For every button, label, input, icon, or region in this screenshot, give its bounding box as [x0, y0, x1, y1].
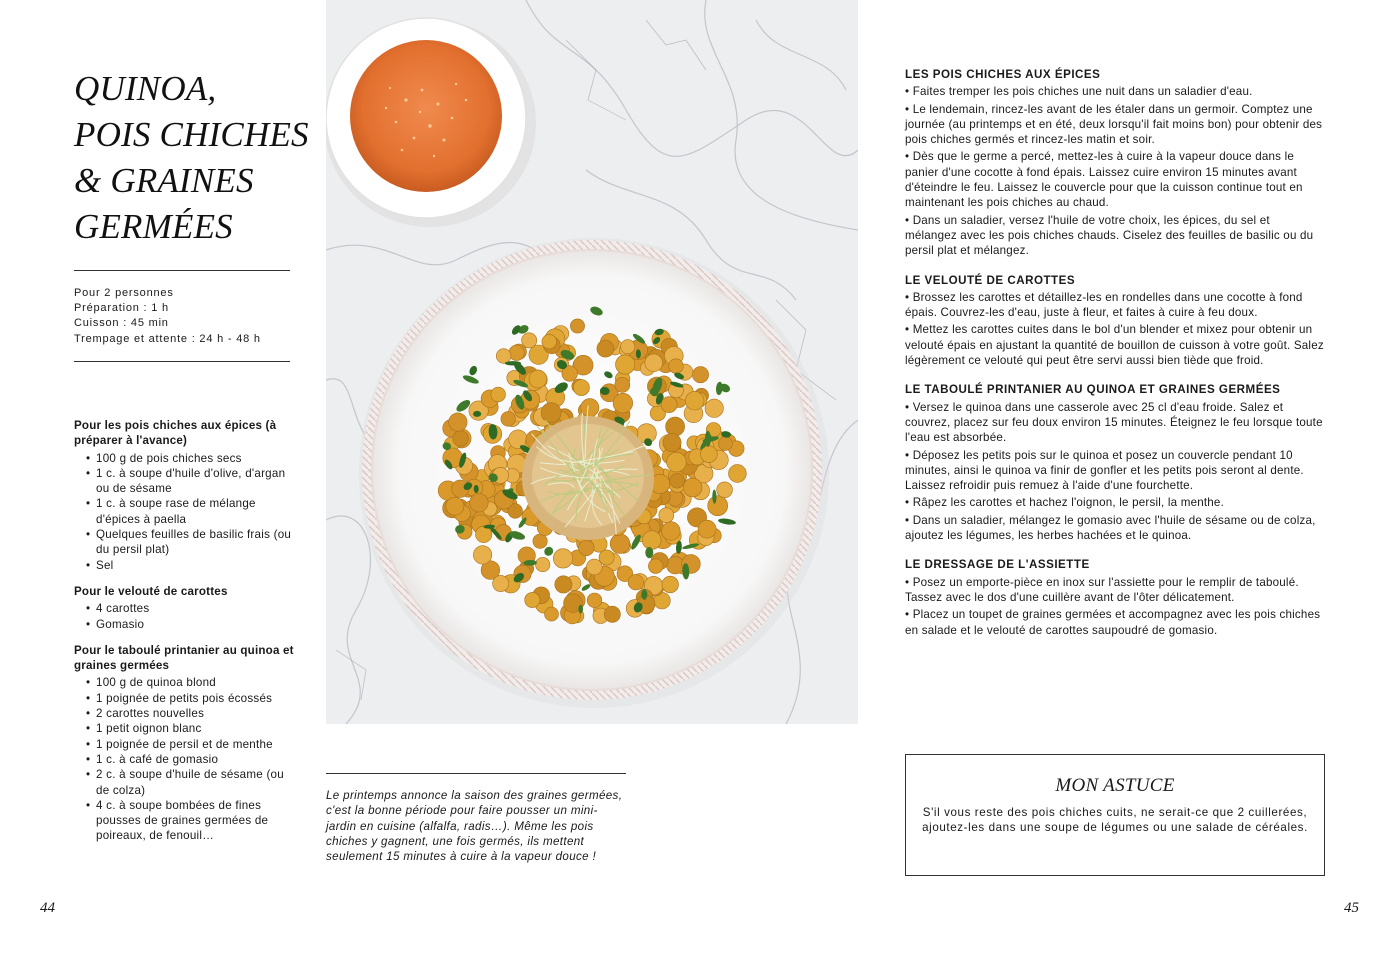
ingredient-item: • 1 petit oignon blanc [96, 721, 294, 736]
chickpea [610, 534, 630, 554]
step-paragraph: • Dans un saladier, mélangez le gomasio avec l'huile de sésame ou de colza, ajoutez les légumes, les herbes hachées et le quinoa. [905, 513, 1325, 544]
chickpea [642, 531, 661, 550]
ingredient-item: • 1 c. à café de gomasio [96, 752, 294, 767]
chickpea [573, 380, 589, 396]
divider [326, 773, 626, 774]
chickpea [666, 417, 685, 436]
page-number-right: 45 [1344, 900, 1359, 916]
chickpea [708, 496, 728, 516]
chickpea [718, 437, 732, 451]
title-line: QUINOA, [74, 69, 217, 108]
step-paragraph: • Déposez les petits pois sur le quinoa et posez un couvercle pendant 10 minutes, ainsi le quinoa va finir de gonfler et les petits pois seront al dente. Laissez refroidir puis remuez à l'aide d'une fourchette. [905, 448, 1325, 494]
chickpea [698, 520, 716, 538]
chickpea [476, 526, 492, 542]
ingredient-item: • 1 c. à soupe rase de mélange d'épices à paella [96, 496, 294, 527]
chickpea [705, 399, 723, 417]
chickpea [621, 340, 635, 354]
chickpea [613, 393, 633, 413]
chickpea [541, 403, 561, 423]
step-section-title: LE TABOULÉ PRINTANIER AU QUINOA ET GRAINES GERMÉES [905, 383, 1281, 397]
chickpea [470, 493, 489, 512]
chickpea [663, 434, 681, 452]
chickpea [662, 522, 681, 541]
step-section-title: LE DRESSAGE DE L'ASSIETTE [905, 558, 1090, 572]
chickpea [446, 497, 464, 515]
ingredient-group-title: Pour les pois chiches aux épices (à préparer à l'avance) [74, 419, 277, 448]
ingredient-item: • 1 c. à soupe d'huile d'olive, d'argan ou de sésame [96, 466, 294, 497]
chickpea [542, 334, 557, 349]
chickpea [717, 482, 733, 498]
page-number-left: 44 [40, 900, 55, 916]
ingredient-group-title: Pour le velouté de carottes [74, 584, 228, 598]
step-paragraph: • Posez un emporte-pièce en inox sur l'assiette pour le remplir de taboulé. Tassez avec le dos d'une cuillère avant de l'ôter délicatement. [905, 575, 1325, 606]
step-paragraph: • Dans un saladier, versez l'huile de votre choix, les épices, du sel et mélangez avec les pois chiches chauds. Ciselez des feuilles de basilic ou du persil plat et mélangez. [905, 213, 1325, 259]
dish-photo-illustration [326, 0, 858, 724]
recipe-meta [74, 286, 294, 347]
tip-box [905, 754, 1325, 876]
soak-time: Trempage et attente : 24 h - 48 h [74, 332, 261, 345]
chickpea [553, 549, 572, 568]
chickpea [683, 478, 702, 497]
dish-photo [326, 0, 858, 724]
chickpea [579, 540, 595, 556]
chickpea [473, 546, 491, 564]
chickpea [597, 340, 614, 357]
title-line: & GRAINES [74, 161, 254, 200]
prep-time: Préparation : 1 h [74, 302, 169, 315]
chickpea [669, 359, 684, 374]
title-line: POIS CHICHES [74, 115, 309, 154]
step-section-title: LE VELOUTÉ DE CAROTTES [905, 273, 1076, 287]
ingredient-item: • 1 poignée de persil et de menthe [96, 737, 294, 752]
chickpea [662, 576, 679, 593]
ingredients-list [74, 418, 294, 844]
chickpea [659, 508, 674, 523]
ingredient-item: • Sel [96, 558, 294, 573]
ingredient-item: • Quelques feuilles de basilic frais (ou du persil plat) [96, 527, 294, 558]
ingredient-group [74, 451, 294, 573]
divider [74, 361, 290, 362]
servings: Pour 2 personnes [74, 287, 174, 299]
step-paragraph: • Mettez les carottes cuites dans le bol d'un blender et mixez pour obtenir un velouté épais en ajustant la quantité de bouillon de cuisson à votre goût. Salez légèrement ce velouté qui peut être servi aussi bien tiède que froid. [905, 322, 1325, 368]
chickpea [453, 431, 469, 447]
ingredient-group [74, 675, 294, 843]
step-paragraph: • Placez un toupet de graines germées et accompagnez avec les pois chiches en salade et le velouté de carottes saupoudré de gomasio. [905, 607, 1325, 638]
step-paragraph: • Brossez les carottes et détaillez-les en rondelles dans une cocotte à fond épais. Couvrez-les d'eau, juste à fleur, et faites à cuire à feu doux. [905, 290, 1325, 321]
chickpea [570, 319, 584, 333]
cook-time: Cuisson : 45 min [74, 317, 169, 330]
chickpea [604, 606, 620, 622]
chickpea [692, 367, 708, 383]
ingredient-item: • 2 c. à soupe d'huile de sésame (ou de colza) [96, 767, 294, 798]
chickpea [685, 391, 704, 410]
chickpea [615, 377, 630, 392]
chickpea [509, 345, 524, 360]
ingredient-item: • 100 g de pois chiches secs [96, 451, 294, 466]
ingredient-item: • 4 carottes [96, 601, 294, 616]
chickpea [670, 473, 685, 488]
chickpea [525, 592, 540, 607]
chickpea [533, 534, 547, 548]
step-section-title: LES POIS CHICHES AUX ÉPICES [905, 68, 1101, 81]
chickpea [587, 593, 602, 608]
chickpea [496, 349, 511, 364]
chickpea [648, 559, 663, 574]
chickpea [581, 399, 599, 417]
tip-text: S'il vous reste des pois chiches cuits, ne serait-ce que 2 cuillerées, ajoutez-les dans une soupe de légumes ou une salade de céréales. [922, 806, 1308, 835]
title-line: GERMÉES [74, 207, 233, 246]
ingredient-item: • 1 poignée de petits pois écossés [96, 691, 294, 706]
chickpea [729, 465, 747, 483]
chickpea [529, 370, 547, 388]
ingredient-group-title: Pour le taboulé printanier au quinoa et graines germées [74, 643, 294, 673]
step-paragraph: • Râpez les carottes et hachez l'oignon, le persil, la menthe. [905, 495, 1325, 510]
chickpea [449, 413, 467, 431]
chickpea [536, 557, 550, 571]
step-paragraph: • Faites tremper les pois chiches une nuit dans un saladier d'eau. [905, 84, 1325, 99]
chickpea [628, 574, 644, 590]
chickpea [661, 397, 677, 413]
chickpea [545, 607, 559, 621]
chickpea [491, 387, 506, 402]
photo-caption: Le printemps annonce la saison des graines germées, c'est la bonne période pour faire pousser un mini-jardin en cuisine (alfalfa, radis…). Même les pois chiches y gagnent, une fois germés, ils mettent seulement 15 minutes à cuire à la vapeur douce ! [326, 789, 623, 864]
chickpea [493, 575, 509, 591]
step-paragraph: • Le lendemain, rincez-les avant de les étaler dans un germoir. Comptez une journée (au printemps et en été, deux lorsqu'il fait moins bon) pour obtenir des pois chiches germés et rincez-les matin et soir. [905, 102, 1325, 148]
tip-title: MON ASTUCE [1055, 775, 1175, 796]
parsley-leaf [505, 361, 521, 365]
parsley-leaf [641, 589, 647, 599]
soup-bowl [326, 18, 536, 227]
ingredient-item: • Gomasio [96, 617, 294, 632]
chickpea [501, 412, 516, 427]
step-paragraph: • Dès que le germe a percé, mettez-les à cuire à la vapeur douce dans le panier d'une cocotte à fond épais. Laissez cuire environ 15 minutes avant d'éteindre le feu. Laissez le couvercle pour que la cuisson continue tout en maintenant les pois chiches au chaud. [905, 149, 1325, 210]
recipe-title [74, 66, 314, 250]
ingredient-group [74, 601, 294, 632]
divider [74, 270, 290, 271]
chickpea [645, 354, 663, 372]
ingredient-item: • 4 c. à soupe bombées de fines pousses de graines germées de poireaux, de fenouil… [96, 798, 294, 844]
chickpea [555, 576, 572, 593]
step-paragraph: • Versez le quinoa dans une casserole avec 25 cl d'eau froide. Salez et couvrez, placez sur feu doux environ 15 minutes. Éteignez le feu lorsque toute l'eau est absorbée. [905, 400, 1325, 446]
chickpea [586, 559, 602, 575]
recipe-steps [905, 67, 1325, 638]
chickpea [667, 452, 687, 472]
ingredient-item: • 2 carottes nouvelles [96, 706, 294, 721]
parsley-leaf [578, 605, 583, 614]
chickpea [616, 355, 635, 374]
ingredient-item: • 100 g de quinoa blond [96, 675, 294, 690]
